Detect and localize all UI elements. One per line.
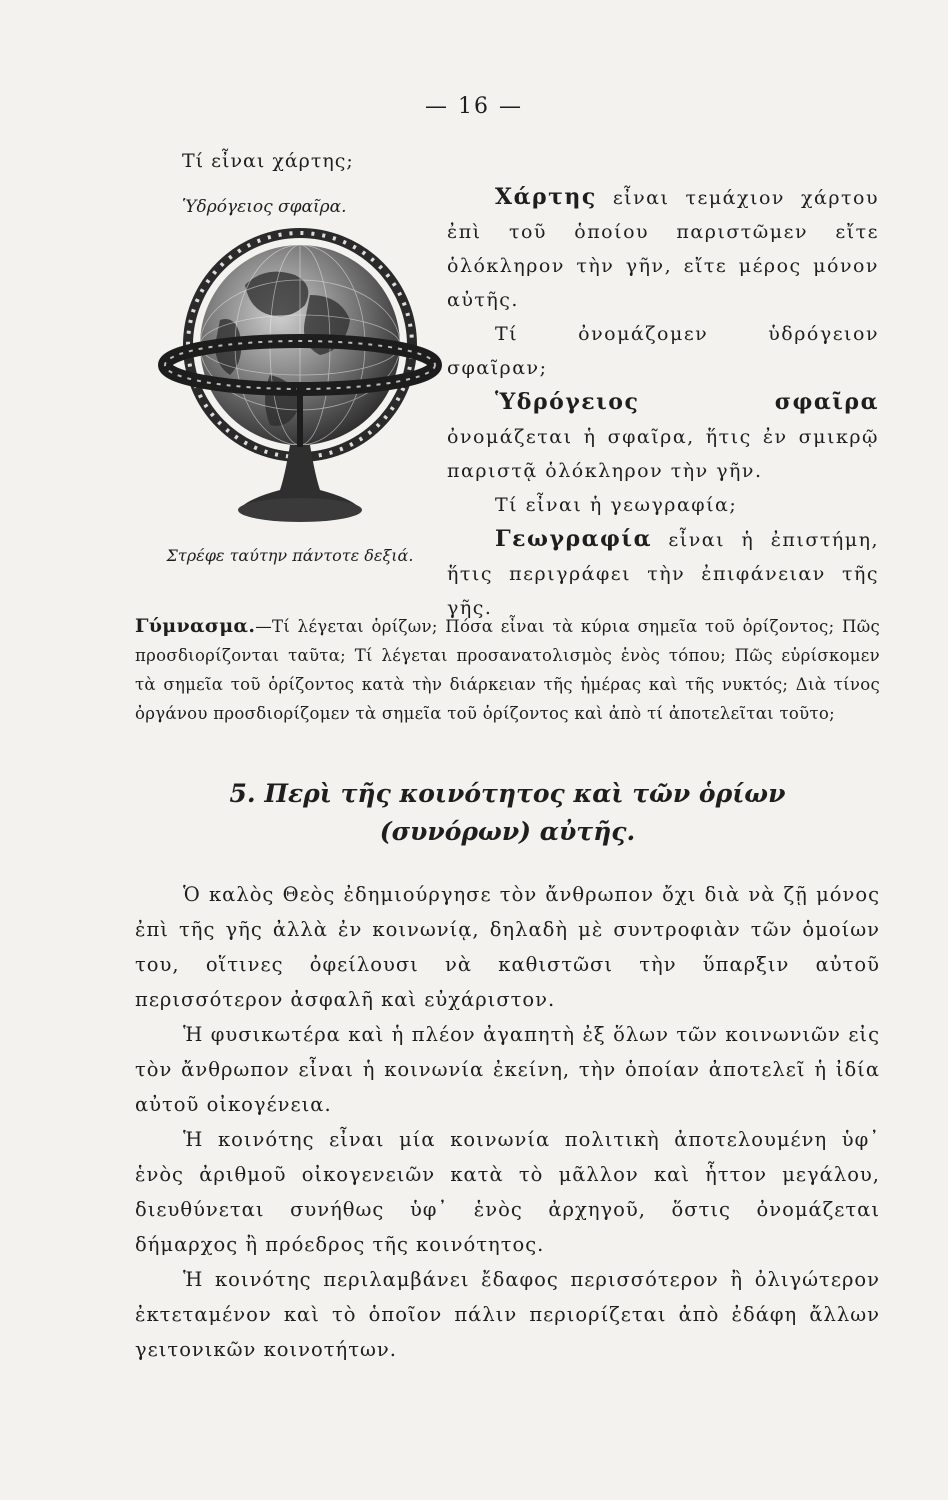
body-text: [135, 877, 880, 1367]
exercise-block: [135, 612, 880, 728]
body-paragraph-3: Ἡ κοινότης εἶναι μία κοινωνία πολιτικὴ ἀποτελουμένη ὑφ᾽ ἑνὸς ἀριθμοῦ οἰκογενειῶν κατὰ τὸ μᾶλλον καὶ ἧττον μεγάλου, διευθύνεται συνήθως ὑφ᾽ ἑνὸς ἀρχηγοῦ, ὅστις ὀνομάζεται δήμαρχος ἢ πρόεδρος τῆς κοινότητος.: [135, 1128, 880, 1256]
paragraph-map-definition: [447, 180, 879, 317]
paragraph-globe-definition: [447, 385, 879, 488]
term-map: Χάρτης: [495, 184, 597, 210]
page-number: — 16 —: [425, 94, 523, 119]
question-geography: Τί εἶναι ἡ γεωγραφία;: [495, 494, 738, 516]
globe-illustration-icon: [150, 225, 460, 535]
question-globe: Τί ὀνομάζομεν ὑδρόγειον σφαῖραν;: [447, 323, 879, 379]
section-title-line1: 5. Περὶ τῆς κοινότητος καὶ τῶν ὁρίων: [229, 779, 786, 808]
term-globe: Ὑδρόγειος σφαῖρα: [495, 389, 879, 415]
paragraph-geography-definition: [447, 522, 879, 625]
globe-caption: Ὑδρόγειος σφαῖρα.: [182, 197, 347, 217]
body-paragraph-2: Ἡ φυσικωτέρα καὶ ἡ πλέον ἀγαπητὴ ἐξ ὅλων τῶν κοινωνιῶν εἰς τὸν ἄνθρωπον εἶναι ἡ κοινωνία ἐκείνη, τὴν ὁποίαν ἀποτελεῖ ἡ ἰδία αὐτοῦ οἰκογένεια.: [135, 1023, 880, 1116]
section-title: [135, 775, 880, 851]
globe-definition-text: ὀνομάζεται ἡ σφαῖρα, ἥτις ἐν σμικρῷ παριστᾷ ὁλόκληρον τὴν γῆν.: [447, 426, 879, 482]
margin-question-map: Τί εἶναι χάρτης;: [182, 150, 354, 172]
exercise-text: —Τί λέγεται ὁρίζων; Πόσα εἶναι τὰ κύρια σημεῖα τοῦ ὁρίζοντος; Πῶς προσδιορίζονται ταῦτα; Τί λέγεται προσανατολισμὸς ἑνὸς τόπου; Πῶς εὑρίσκομεν τὰ σημεῖα τοῦ ὁρίζοντος κατὰ τὴν διάρκειαν τῆς ἡμέρας καὶ τῆς νυκτός; Διὰ τίνος ὀργάνου προσδιορίζομεν τὰ σημεῖα τοῦ ὁρίζοντος καὶ ἀπὸ τί ἀποτελεῖται τοῦτο;: [135, 617, 880, 723]
section-title-line2: (συνόρων) αὐτῆς.: [379, 817, 636, 846]
body-paragraph-4: Ἡ κοινότης περιλαμβάνει ἔδαφος περισσότερον ἢ ὀλιγώτερον ἐκτεταμένον καὶ τὸ ὁποῖον πάλιν περιορίζεται ἀπὸ ἐδάφη ἄλλων γειτονικῶν κοινοτήτων.: [135, 1268, 880, 1361]
map-definition-text: εἶναι τεμάχιον χάρτου ἐπὶ τοῦ ὁποίου παριστῶμεν εἴτε ὁλόκληρον τὴν γῆν, εἴτε μέρος μόνον αὐτῆς.: [447, 187, 879, 311]
right-column-text: [447, 180, 879, 625]
exercise-heading: Γύμνασμα.: [135, 615, 256, 637]
figure-note: Στρέφε ταύτην πάντοτε δεξιά.: [166, 546, 414, 565]
term-geography: Γεωγραφία: [495, 526, 653, 552]
geography-definition-text: εἶναι ἡ ἐπιστήμη, ἥτις περιγράφει τὴν ἐπιφάνειαν τῆς γῆς.: [447, 529, 879, 619]
body-paragraph-1: Ὁ καλὸς Θεὸς ἐδημιούργησε τὸν ἄνθρωπον ὄχι διὰ νὰ ζῇ μόνος ἐπὶ τῆς γῆς ἀλλὰ ἐν κοινωνίᾳ, δηλαδὴ μὲ συντροφιὰν τῶν ὁμοίων του, οἵτινες ὀφείλουσι νὰ καθιστῶσι τὴν ὕπαρξιν αὐτοῦ περισσότερον ἀσφαλῆ καὶ εὐχάριστον.: [135, 883, 880, 1011]
